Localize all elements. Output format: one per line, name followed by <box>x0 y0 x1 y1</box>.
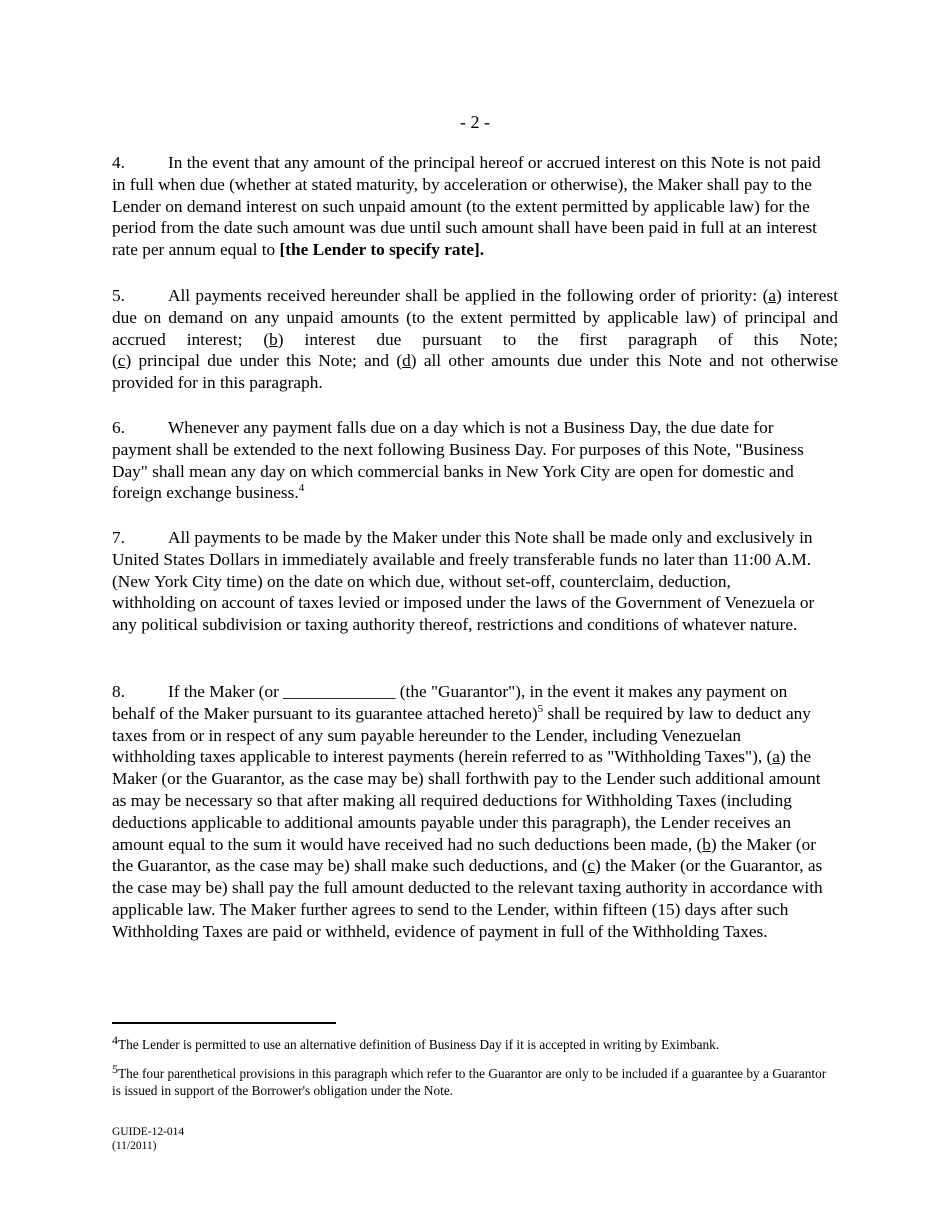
footnote-text: The four parenthetical provisions in this paragraph which refer to the Guarantor are only to be included if a guarantee by a Guarantor is issued in support of the Borrower's obligation under the Note. <box>112 1066 827 1098</box>
item-letter: b <box>269 329 278 349</box>
guide-date: (11/2011) <box>112 1140 157 1152</box>
paragraph-text: ( <box>112 351 118 371</box>
item-letter: b <box>702 834 711 854</box>
item-letter: a <box>768 286 777 305</box>
paragraph-8 <box>112 681 828 943</box>
footnote-ref: 4 <box>298 482 305 495</box>
footnote-divider <box>112 1022 336 1024</box>
page-number: - 2 - <box>460 112 490 132</box>
footnote-4 <box>112 1033 838 1053</box>
item-letter: d <box>402 351 411 371</box>
paragraph-text: ) all other amounts due under this Note and not otherwise provided for in this paragraph. <box>112 351 838 393</box>
paragraph-text: shall be required by law to deduct any taxes from or in respect of any sum payable hereunder to the Lender, including Venezuelan withholding taxes applicable to interest payments (herein referred to as "Withholding Taxes"), ( <box>112 703 811 767</box>
paragraph-text: ) principal due under this Note; and ( <box>125 351 403 371</box>
paragraph-text: Whenever any payment falls due on a day which is not a Business Day, the due date for payment shall be extended to the next following Business Day. For purposes of this Note, "Business Day" shall mean any day on which commercial banks in New York City are open for domestic and foreign exchange business. <box>112 418 804 503</box>
footnote-mark: 4 <box>112 1033 118 1047</box>
footnote-5 <box>112 1062 838 1099</box>
paragraph-7 <box>112 527 817 636</box>
footnote-ref: 5 <box>537 702 544 715</box>
paragraph-text: ) the Maker (or the Guarantor, as the case may be) shall make such deductions, and ( <box>112 834 817 876</box>
paragraph-6 <box>112 417 812 504</box>
document-code <box>112 1125 184 1153</box>
paragraph-5 <box>112 285 838 394</box>
paragraph-number: 5. <box>112 286 125 305</box>
paragraph-text: ) interest due pursuant to the first paragraph of this Note; <box>277 329 838 349</box>
footnote-mark: 5 <box>112 1062 118 1076</box>
paragraph-text: ) the Maker (or the Guarantor, as the case may be) shall pay the full amount deducted to the relevant taxing authority in accordance with applicable law. The Maker further agrees to send to the Lender, within fifteen (15) days after such Withholding Taxes are paid or withheld, evidence of payment in full of the Withholding Taxes. <box>112 856 823 941</box>
item-letter: c <box>117 351 126 371</box>
item-letter: c <box>587 856 596 876</box>
paragraph-text: ) the Maker (or the Guarantor, as the case may be) shall forthwith pay to the Lender such additional amount as may be necessary so that after making all required deductions for Withholding Taxes (including deductions applicable to additional amounts payable under this paragraph), the Lender receives an amount equal to the sum it would have received had no such deductions been made, ( <box>112 747 821 854</box>
paragraph-text: ) interest due on demand on any unpaid amounts (to the extent permitted by applicable law) of principal and accrued interest; ( <box>112 286 838 349</box>
paragraph-text: All payments to be made by the Maker under this Note shall be made only and exclusively in United States Dollars in immediately available and freely transferable funds no later than 11:00 A.M. (New York City time) on the date on which due, without set-off, counterclaim, deduction, withholding on account of taxes levied or imposed under the laws of the Government of Venezuela or any political subdivision or taxing authority thereof, restrictions and conditions of whatever nature. <box>112 528 815 635</box>
paragraph-number: 7. <box>112 528 125 547</box>
bold-placeholder: [the Lender to specify rate]. <box>279 240 485 260</box>
guide-code: GUIDE-12-014 <box>112 1126 185 1138</box>
paragraph-number: 4. <box>112 153 125 172</box>
paragraph-4 <box>112 152 838 261</box>
footnote-text: The Lender is permitted to use an alternative definition of Business Day if it is accepted in writing by Eximbank. <box>118 1037 720 1052</box>
paragraph-number: 6. <box>112 418 125 437</box>
paragraph-text: All payments received hereunder shall be applied in the following order of priority: ( <box>168 286 769 305</box>
paragraph-text: In the event that any amount of the principal hereof or accrued interest on this Note is not paid in full when due (whether at stated maturity, by acceleration or otherwise), the Maker shall pay to the Lender on demand interest on such unpaid amount (to the extent permitted by applicable law) for the period from the date such amount was due until such amount shall have been paid in full at an interest rate per annum equal to <box>112 153 821 260</box>
item-letter: a <box>772 747 780 767</box>
paragraph-text: If the Maker (or _____________ (the "Guarantor"), in the event it makes any payment on behalf of the Maker pursuant to its guarantee attached hereto) <box>112 682 788 723</box>
paragraph-number: 8. <box>112 682 125 701</box>
